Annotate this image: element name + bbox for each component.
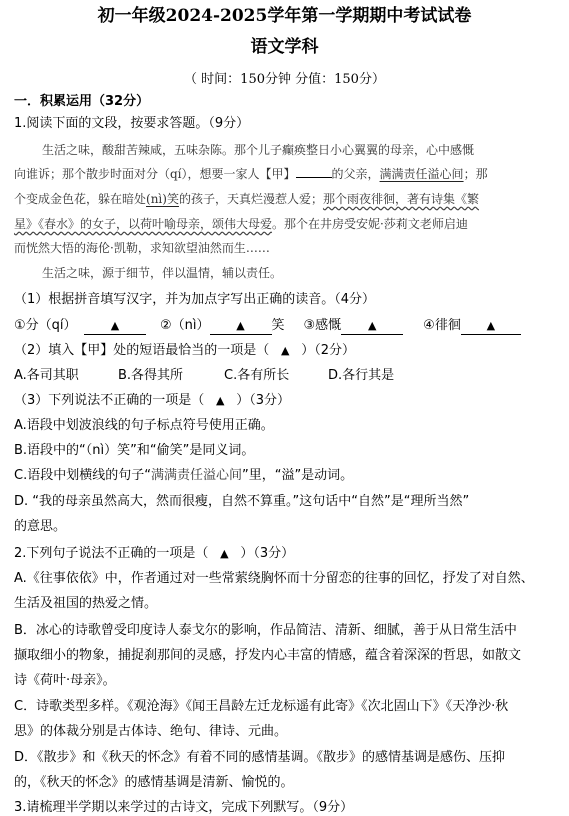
q1-stem: 1.阅读下面的文段，按要求答题。（9分）: [14, 116, 250, 131]
q3-stem: 3.请梳理半学期以来学过的古诗文，完成下列默写。（9分）: [14, 800, 354, 815]
option-b[interactable]: B.各得其所: [118, 368, 184, 383]
exam-title: 初一年级2024-2025学年第一学期期中考试试卷: [97, 6, 472, 26]
passage-line: 而恍然大悟的海伦·凯勒，求知欲望油然而生……: [14, 241, 270, 255]
passage-text: 的孩子，天真烂漫惹人爱；: [178, 192, 323, 206]
answer-blank-jia[interactable]: [296, 177, 332, 178]
wavy-sentence: 星》《春水》的女子，以荷叶喻母亲，颂伟大母爱: [14, 217, 273, 231]
sub2-stem: [14, 343, 355, 359]
option-a[interactable]: A.《往事依依》中，作者通过对一些常萦绕胸怀而十分留恋的往事的回忆，抒发了对自然、: [14, 571, 534, 586]
passage-line: 生活之味，源于细节，伴以温情，辅以责任。: [42, 266, 283, 280]
item-label: ③感慨: [303, 318, 342, 333]
option-text: ”里，“溢”是动词。: [241, 468, 354, 483]
answer-mark[interactable]: ▲: [216, 394, 225, 407]
answer-blank[interactable]: ▲: [210, 318, 272, 335]
option-d[interactable]: D．《散步》和《秋天的怀念》有着不同的感情基调。《散步》的感情基调是感伤、压抑: [14, 750, 506, 765]
sub3-stem: [14, 393, 290, 409]
option-c[interactable]: [14, 468, 353, 484]
option-d-cont: 的，《秋天的怀念》的感情基调是清新、愉悦的。: [14, 775, 294, 790]
option-a[interactable]: A.各司其职: [14, 368, 79, 383]
option-a-cont: 生活及祖国的热爱之情。: [14, 596, 158, 611]
option-c-cont: 思》的体裁分别是古体诗、绝句、律诗、元曲。: [14, 724, 288, 739]
stem-text: （3）下列说法不正确的一项是（: [14, 393, 205, 408]
item-label: ④徘徊: [423, 318, 461, 333]
subject-title: 语文学科: [250, 37, 319, 57]
underlined-sentence: 满满责任溢心间: [379, 167, 464, 181]
item-label: ②（nì）: [160, 318, 210, 333]
section-heading: 一．积累运用（32分）: [14, 94, 150, 109]
answer-blank[interactable]: ▲: [341, 318, 403, 335]
option-c[interactable]: C.各有所长: [224, 368, 290, 383]
answer-blank[interactable]: ▲: [84, 318, 146, 335]
stem-text: ）（2分）: [301, 343, 356, 358]
answer-mark[interactable]: ▲: [281, 344, 290, 357]
passage-line: [14, 191, 479, 207]
option-b[interactable]: B．冰心的诗歌曾受印度诗人泰戈尔的影响，作品简洁、清新、细腻，善于从日常生活中: [14, 623, 517, 638]
passage-text: 个变成金色花，躲在暗处: [14, 192, 147, 206]
option-a[interactable]: A.语段中划波浪线的句子标点符号使用正确。: [14, 418, 274, 433]
stem-text: 2.下列句子说法不正确的一项是（: [14, 546, 209, 561]
sub2-options: [14, 368, 394, 384]
pinyin-underlined: (nì)笑: [146, 192, 179, 206]
option-b-cont: 诗《荷叶·母亲》。: [14, 673, 116, 688]
option-b-cont: 撷取细小的物象，捕捉刹那间的灵感，抒发内心丰富的情感，蕴含着深深的哲思，如散文: [14, 648, 522, 663]
passage-text: 向谁诉；那个散步时面对分（qí），想要一家人【甲】: [14, 167, 296, 181]
answer-mark[interactable]: ▲: [220, 547, 229, 560]
quoted-sentence: 满满责任溢心间: [150, 468, 242, 483]
q2-stem: [14, 546, 294, 562]
option-d[interactable]: D.各行其是: [328, 368, 395, 383]
option-c[interactable]: C．诗歌类型多样。《观沧海》《闻王昌龄左迁龙标遥有此寄》《次北固山下》《天净沙·秋: [14, 699, 509, 714]
passage-text: ；那: [463, 167, 488, 181]
exam-info: （ 时间：150分钟 分值：150分）: [184, 72, 385, 87]
option-b[interactable]: B.语段中的“（nì）笑”和“偷笑”是同义词。: [14, 443, 255, 458]
stem-text: ）（3分）: [236, 393, 291, 408]
option-text: C.语段中划横线的句子“: [14, 468, 151, 483]
stem-text: （2）填入【甲】处的短语最恰当的一项是（: [14, 343, 270, 358]
passage-text: 。那个在井房受安妮·莎莉文老师启迪: [272, 217, 468, 231]
option-d[interactable]: D. “我的母亲虽然高大，然而很瘦，自然不算重。”这句话中“自然”是“理所当然”: [14, 494, 470, 509]
stem-text: ）（3分）: [240, 546, 295, 561]
wavy-sentence: 那个雨夜徘徊，著有诗集《繁: [322, 192, 479, 206]
item-label: ①分（qí）: [14, 318, 77, 333]
sub1-stem: （1）根据拼音填写汉字，并为加点字写出正确的读音。（4分）: [14, 292, 376, 307]
passage-line: [14, 166, 488, 182]
sub1-items: [14, 318, 521, 335]
item-suffix: 笑: [271, 318, 285, 333]
passage-line: [14, 216, 468, 232]
answer-blank[interactable]: ▲: [461, 318, 521, 335]
passage-line: 生活之味，酸甜苦辣咸，五味杂陈。那个儿子癫痪整日小心翼翼的母亲，心中感慨: [42, 143, 475, 157]
option-d-cont: 的意思。: [14, 519, 67, 534]
passage-text: 的父亲，: [331, 167, 380, 181]
